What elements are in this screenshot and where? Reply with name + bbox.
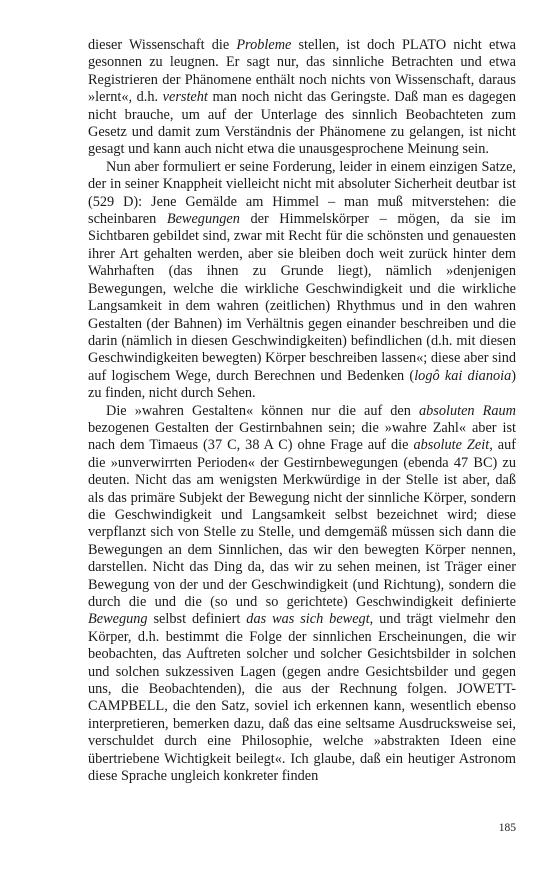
italic-text: absolute Zeit <box>413 437 490 454</box>
text-run: man noch nicht das Geringste. Daß man es dagegen nicht brauche, um auf der Unterlage des sinnlich Beobachteten zum Gesetz und damit zum Verständnis der Phänomene zu gelangen, ist nicht gesagt und kann auch nicht etwa die unausgesprochene Meinung sein. <box>88 89 516 158</box>
text-run: stellen, ist doch PLATO nicht etwa gesonnen zu leugnen. Er sagt nur, das sinnliche Betrachten und etwa Registrieren der Phänomene enthält noch nichts von Wissenschaft, daraus »lernt«, d.h. <box>88 37 516 106</box>
italic-text: logô kai dianoia <box>414 367 512 384</box>
text-run: selbst definiert <box>147 611 247 628</box>
text-run: Nun aber formuliert er seine Forderung, leider in einem einzigen Satze, der in seiner Knappheit vielleicht nicht mit absoluter Sicherheit deutbar ist (529 D): Jene Gemälde am Himmel – man muß mitverstehen: die scheinbaren <box>88 158 516 228</box>
body-text <box>88 37 516 785</box>
text-run: , auf die »unverwirrten Perioden« der Gestirnbewegungen (ebenda 47 BC) zu deuten. Nicht das am wenigsten Merkwürdige in der Stelle ist aber, daß als das primäre Subjekt der Bewegung nicht der sinnliche Körper, sondern die Geschwindigkeit und Langsamkeit selbst bezeichnet wird; diese verpflanzt sich von Stelle zu Stelle, und demgemäß müssen sich dann die Bewegungen an dem Sinnlichen, das wir den bewegten Körper nennen, darstellen. Nicht das Ding da, das wir zu sehen meinen, ist Träger einer Bewegung von der und der Geschwindigkeit (und Richtung), sondern die durch die und die (so und so gerichtete) Geschwindigkeit definierte <box>88 437 517 610</box>
page-number: 185 <box>498 822 516 834</box>
text-run: ) zu finden, nicht durch Sehen. <box>88 367 516 402</box>
paragraph <box>88 403 516 786</box>
text-run: dieser Wissenschaft die <box>88 37 237 53</box>
text-run: Die »wahren Gestalten« können nur die auf den <box>106 402 419 419</box>
italic-text: das was sich bewegt <box>246 611 370 628</box>
paragraph <box>88 159 516 403</box>
italic-text: absoluten Raum <box>418 402 516 419</box>
italic-text: versteht <box>162 89 208 106</box>
italic-text: Bewegungen <box>166 211 240 228</box>
text-run: bezogenen Gestalten der Gestirnbahnen sein; die »wahre Zahl« aber ist nach dem Timaeus (37 C, 38 A C) ohne Frage auf die <box>88 419 516 454</box>
italic-text: Bewegung <box>88 611 148 628</box>
text-run: der Himmelskörper – mögen, da sie im Sichtbaren gebildet sind, zwar mit Recht für die schönsten und genauesten ihrer Art gehalten werden, aber sie bleiben doch weit zurück hinter dem Wahrhaften (das ihnen zu Grunde liegt), nämlich »denjenigen Bewegungen, welche die wirkliche Geschwindigkeit und die wirkliche Langsamkeit in dem wahren (zeitlichen) Rhythmus und in den wahren Gestalten (der Bahnen) im Verhältnis gegen einander beschreiben und die darin (nämlich in diesen Geschwindigkeiten) befindlichen (d.h. mit diesen Geschwindigkeiten bewegten) Körper beschreiben lassen«; diese aber sind auf logischem Wege, durch Berechnen und Bedenken ( <box>88 211 516 384</box>
paragraph <box>88 37 516 159</box>
text-run: , und trägt vielmehr den Körper, d.h. bestimmt die Folge der sinnlichen Erscheinungen, die wir beobachten, das Auftreten solcher und solcher Gesichtsbilder in solchen und solchen sukzessiven Lagen (gegen andre Gesichtsbilder und gegen uns, die Beobachtenden), die aus der Rechnung folgen. JOWETT-CAMPBELL, die den Satz, soviel ich erkennen kann, wesentlich ebenso interpretieren, bemerken dazu, daß das eine seltsame Ausdrucksweise sei, verschuldet durch eine Philosophie, welche »abstrakten Ideen eine übertriebene Wichtigkeit beilegt«. Ich glaube, daß ein heutiger Astronom diese Sprache ungleich konkreter finden <box>88 611 516 785</box>
italic-text: Probleme <box>236 37 292 53</box>
